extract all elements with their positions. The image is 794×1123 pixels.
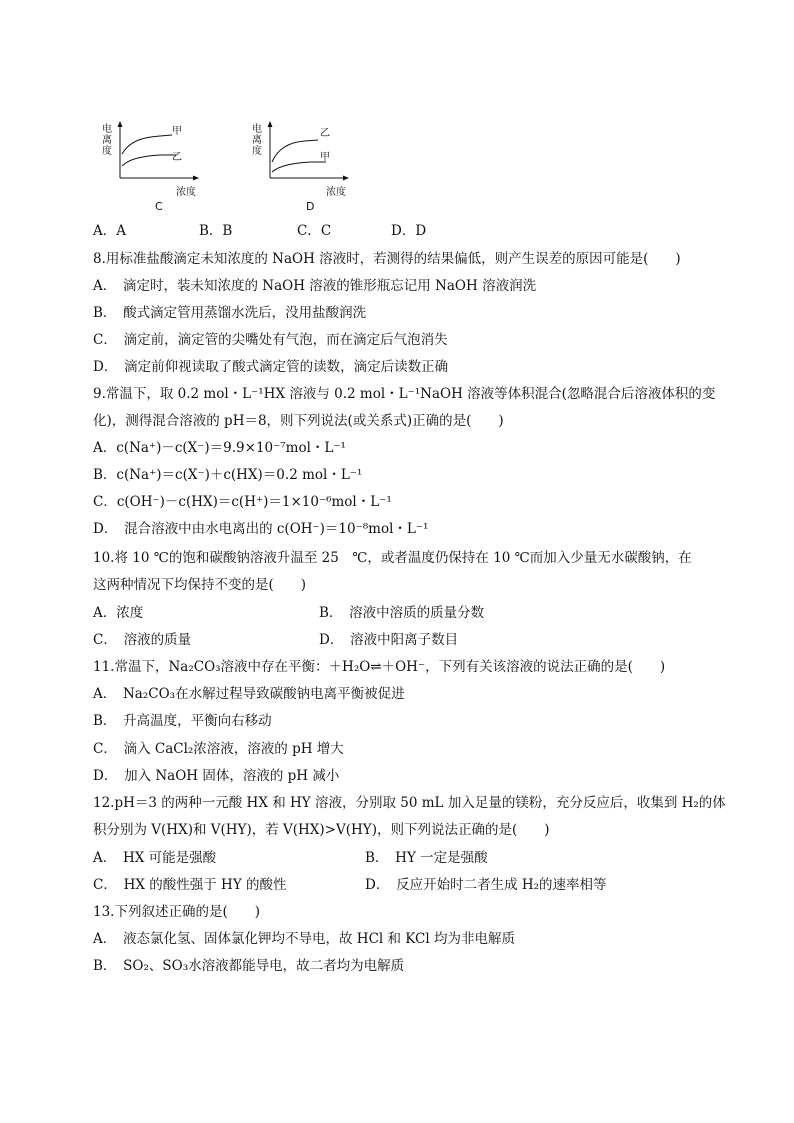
graph-d-bottom-curve — [272, 162, 326, 172]
graph-d-x-arrow — [343, 176, 349, 181]
graph-c-x-arrow — [193, 176, 199, 181]
graph-d-y-arrow — [268, 121, 273, 127]
graph-c-y-arrow — [118, 121, 123, 127]
graph-d-ylabel-3: 度 — [252, 146, 262, 157]
q9-option-a: A．c(Na⁺)－c(X⁻)＝9.9×10⁻⁷mol・L⁻¹ — [93, 440, 346, 456]
q10-stem-line1: 10.将 10 ℃的饱和碳酸钠溶液升温至 25 ℃，或者温度仍保持在 10 ℃而加入少量无水碳酸钠，在 — [93, 550, 692, 566]
q12-option-a: A． HX 可能是强酸 — [93, 850, 217, 866]
graph-d-ylabel-2: 离 — [252, 135, 262, 146]
q10-option-d: D． 溶液中阳离子数目 — [319, 632, 459, 648]
q12-option-b: B． HY 一定是强酸 — [365, 850, 488, 866]
q11-option-b: B． 升高温度，平衡向右移动 — [93, 713, 272, 729]
graph-d-top-label: 乙 — [320, 128, 330, 139]
graph-c-top-label: 甲 — [172, 126, 182, 137]
graph-c — [100, 120, 210, 210]
q10-option-c: C． 溶液的质量 — [93, 632, 192, 648]
q8-stem: 8.用标准盐酸滴定未知浓度的 NaOH 溶液时，若测得的结果偏低，则产生误差的原因可能是( ) — [93, 251, 681, 267]
q11-option-d: D． 加入 NaOH 固体，溶液的 pH 减小 — [93, 768, 340, 784]
q12-stem-line1: 12.pH＝3 的两种一元酸 HX 和 HY 溶液，分别取 50 mL 加入足量的镁粉，充分反应后，收集到 H₂的体 — [93, 795, 726, 811]
q7-option-a: A．A — [93, 223, 126, 239]
graph-d-xlabel: 浓度 — [326, 187, 346, 198]
q10-stem-line2: 这两种情况下均保持不变的是( ) — [93, 577, 307, 593]
graph-c-caption: C — [155, 200, 163, 213]
q9-option-b: B．c(Na⁺)＝c(X⁻)＋c(HX)＝0.2 mol・L⁻¹ — [93, 467, 363, 483]
q9-option-c: C．c(OH⁻)－c(HX)＝c(H⁺)＝1×10⁻⁶mol・L⁻¹ — [93, 494, 392, 510]
q10-option-b: B． 溶液中溶质的质量分数 — [319, 605, 485, 621]
graph-c-bottom-curve — [122, 155, 176, 166]
q7-option-c: C．C — [297, 223, 332, 239]
q10-option-a: A．浓度 — [93, 605, 144, 621]
q7-option-d: D．D — [391, 223, 427, 239]
q13-stem: 13.下列叙述正确的是( ) — [93, 904, 261, 920]
graph-c-ylabel-3: 度 — [102, 146, 112, 157]
graph-d-ylabel-1: 电 — [252, 124, 262, 135]
q8-option-a: A． 滴定时，装未知浓度的 NaOH 溶液的锥形瓶忘记用 NaOH 溶液润洗 — [93, 278, 537, 294]
q8-option-c: C． 滴定前，滴定管的尖嘴处有气泡，而在滴定后气泡消失 — [93, 332, 448, 348]
graph-c-bottom-label: 乙 — [172, 152, 182, 163]
graph-d — [250, 120, 360, 210]
q12-stem-line2: 积分别为 V(HX)和 V(HY)，若 V(HX)>V(HY)，则下列说法正确的是( ) — [93, 822, 550, 838]
graph-d-top-curve — [272, 140, 318, 162]
graph-d-bottom-label: 甲 — [320, 152, 330, 163]
graph-c-figure — [100, 120, 210, 210]
q8-option-b: B． 酸式滴定管用蒸馏水洗后，没用盐酸润洗 — [93, 305, 367, 321]
q11-option-a: A． Na₂CO₃在水解过程导致碳酸钠电离平衡被促进 — [93, 686, 405, 702]
q11-stem: 11.常温下，Na₂CO₃溶液中存在平衡：＋H₂O⇌＋OH⁻，下列有关该溶液的说法正确的是( ) — [93, 659, 666, 675]
q12-option-d: D． 反应开始时二者生成 H₂的速率相等 — [365, 877, 607, 893]
q7-option-b: B．B — [199, 223, 233, 239]
q11-option-c: C． 滴入 CaCl₂浓溶液，溶液的 pH 增大 — [93, 741, 344, 757]
graph-c-ylabel-1: 电 — [102, 124, 112, 135]
graph-c-ylabel-2: 离 — [102, 135, 112, 146]
q8-option-d: D． 滴定前仰视读取了酸式滴定管的读数，滴定后读数正确 — [93, 359, 449, 375]
graph-c-top-curve — [122, 135, 172, 154]
q9-stem-line2: 化)，测得混合溶液的 pH＝8，则下列说法(或关系式)正确的是( ) — [93, 413, 504, 429]
graph-d-figure — [250, 120, 360, 210]
q9-option-d: D． 混合溶液中由水电离出的 c(OH⁻)＝10⁻⁸mol・L⁻¹ — [93, 521, 429, 537]
q13-option-a: A． 液态氯化氢、固体氯化钾均不导电，故 HCl 和 KCl 均为非电解质 — [93, 931, 515, 947]
graph-d-caption: D — [306, 200, 315, 213]
q9-stem-line1: 9.常温下，取 0.2 mol・L⁻¹HX 溶液与 0.2 mol・L⁻¹NaOH 溶液等体积混合(忽略混合后溶液体积的变 — [93, 386, 716, 402]
graph-c-xlabel: 浓度 — [176, 187, 196, 198]
q12-option-c: C． HX 的酸性强于 HY 的酸性 — [93, 877, 287, 893]
q13-option-b: B． SO₂、SO₃水溶液都能导电，故二者均为电解质 — [93, 958, 405, 974]
